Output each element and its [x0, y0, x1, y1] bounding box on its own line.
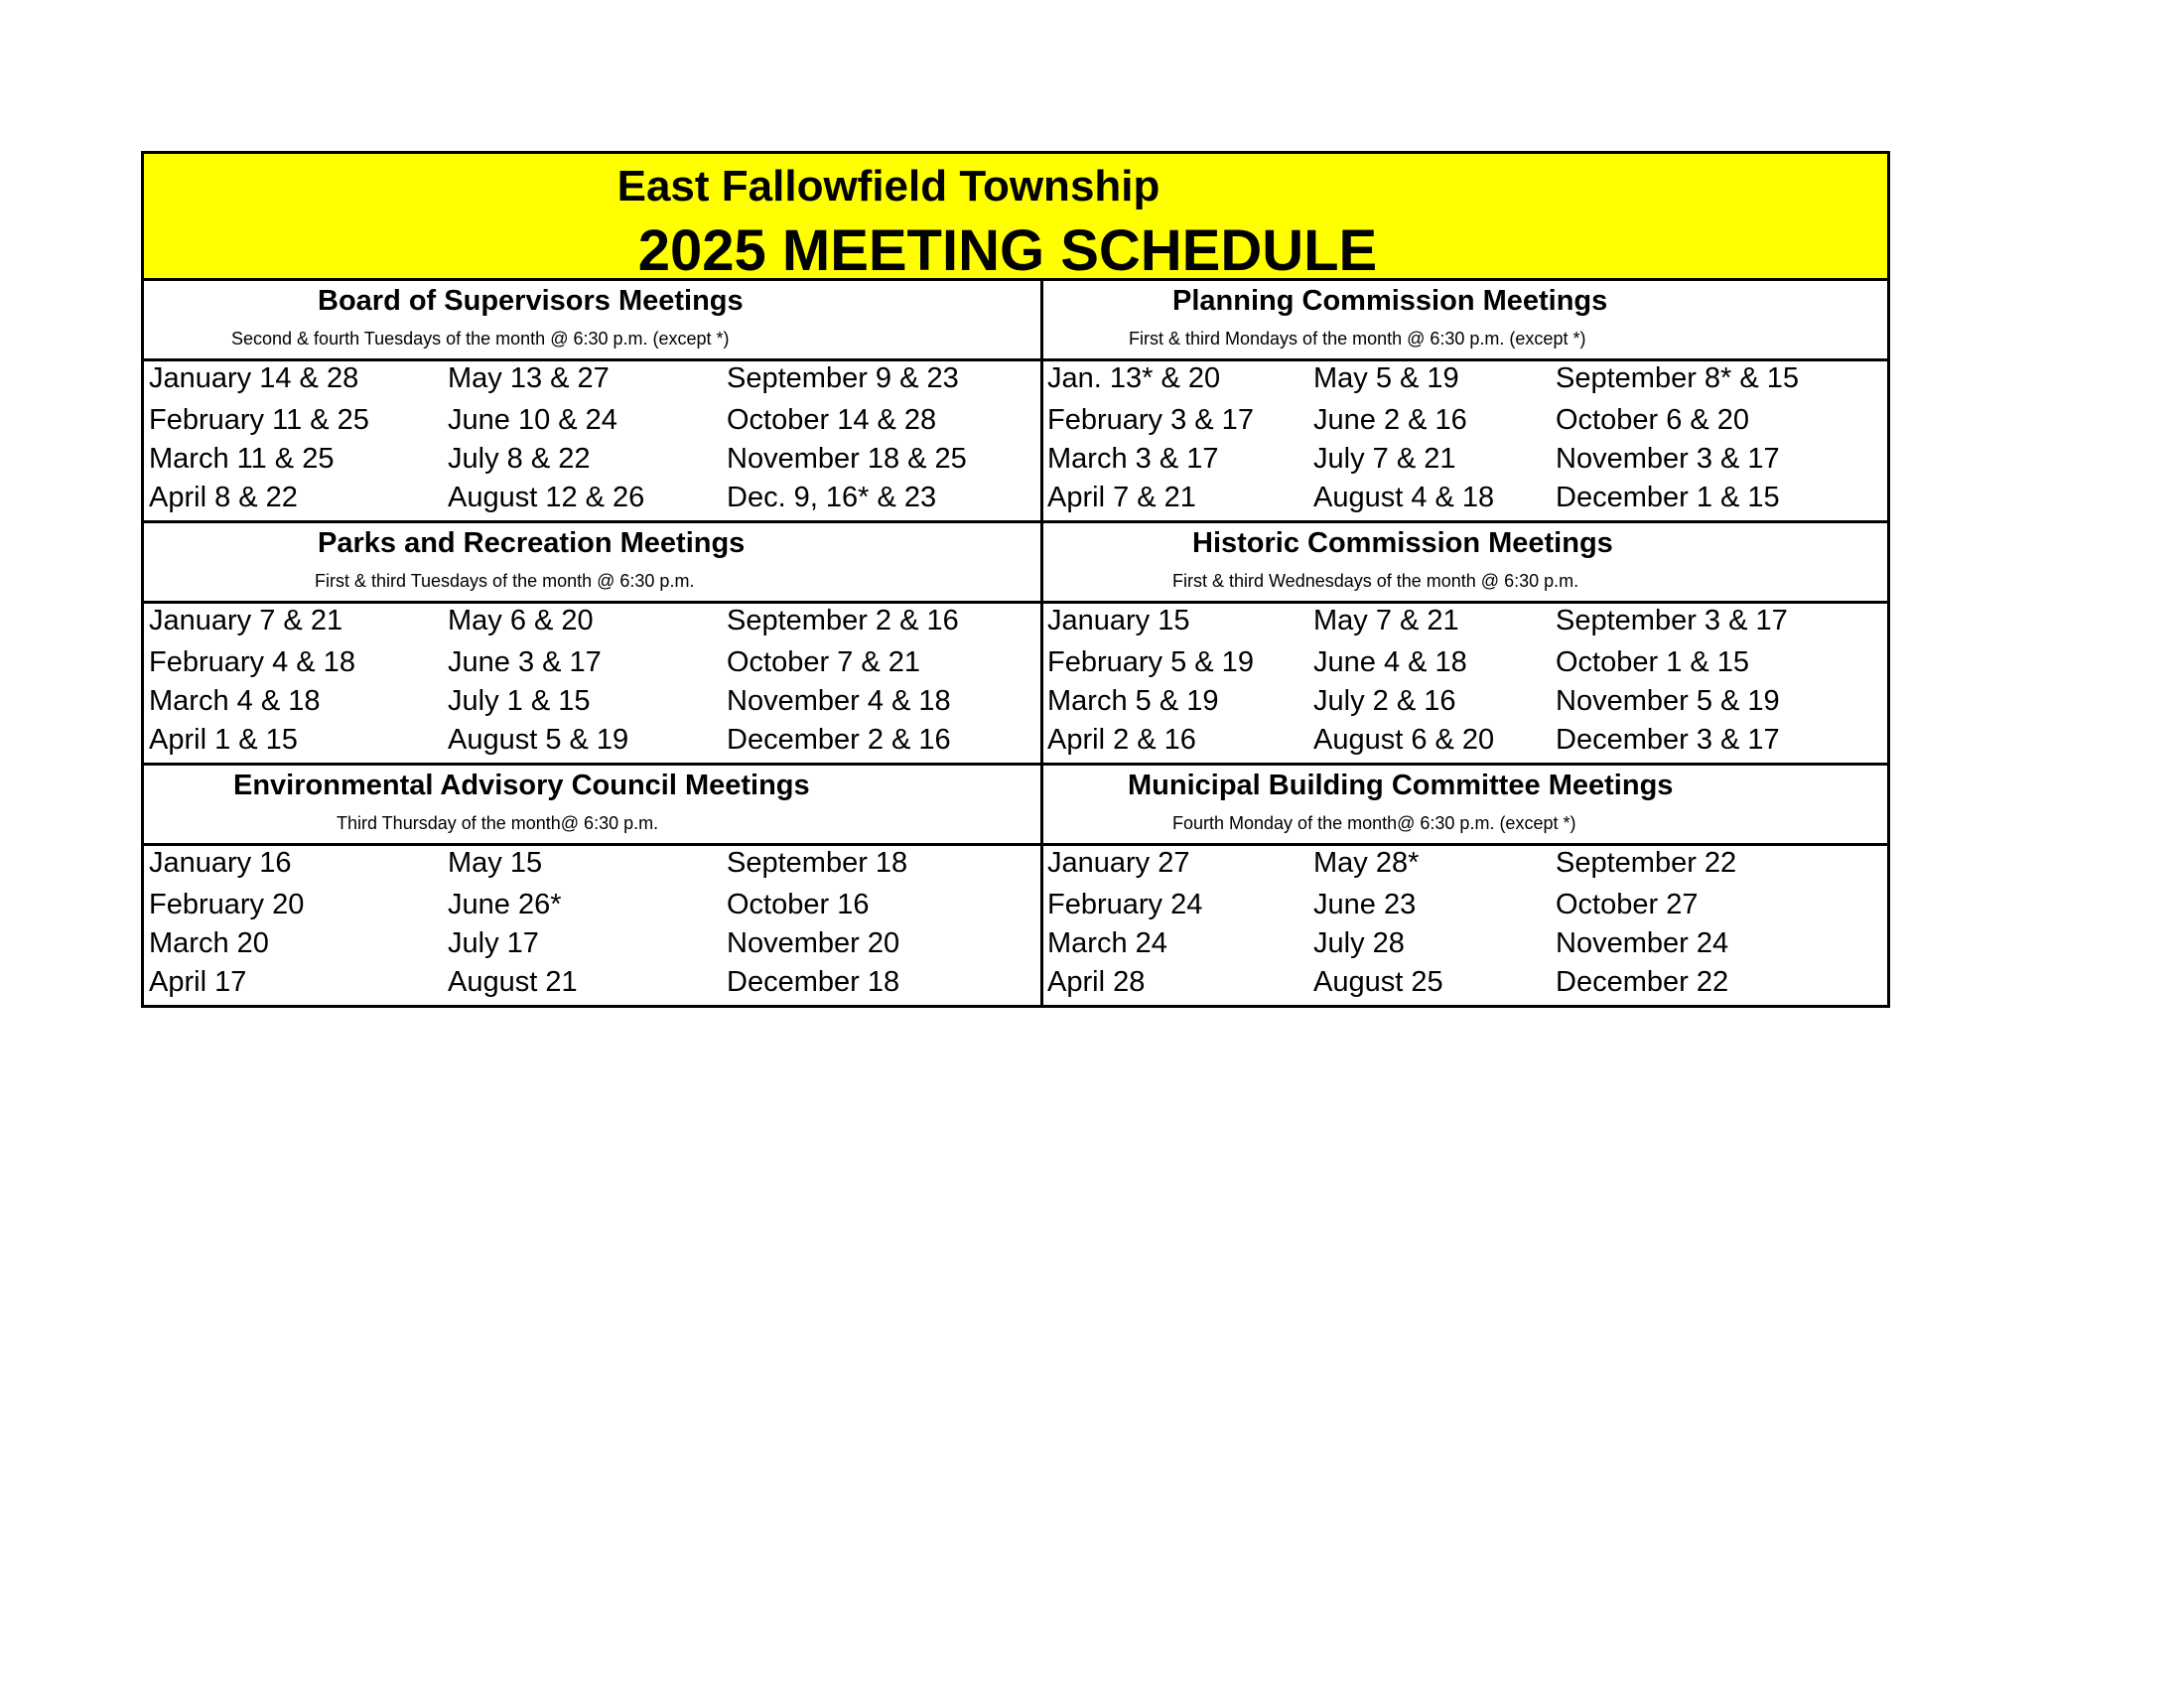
meeting-date: February 24	[1047, 889, 1203, 920]
committee-header	[144, 766, 1040, 846]
meeting-date: April 8 & 22	[149, 482, 298, 513]
meeting-date: August 25	[1313, 966, 1443, 998]
committee-header	[144, 281, 1040, 361]
meeting-date: October 16	[727, 889, 870, 920]
schedule-band	[144, 281, 1887, 523]
meeting-date: November 20	[727, 927, 900, 959]
meeting-dates-grid	[144, 604, 1040, 763]
meeting-date: February 20	[149, 889, 305, 920]
meeting-date: October 6 & 20	[1556, 404, 1750, 436]
committee-header	[1043, 281, 1887, 361]
committee-title: Planning Commission Meetings	[1172, 285, 1608, 317]
meeting-dates-grid	[1043, 846, 1887, 1005]
committee-panel	[144, 281, 1043, 520]
meeting-schedule-table	[141, 151, 1890, 1008]
meeting-date: November 4 & 18	[727, 685, 951, 717]
meeting-date: December 18	[727, 966, 900, 998]
committee-panel	[1043, 523, 1887, 763]
meeting-date: June 4 & 18	[1313, 646, 1467, 678]
meeting-date: February 11 & 25	[149, 404, 369, 436]
committee-panel	[1043, 281, 1887, 520]
meeting-date: March 4 & 18	[149, 685, 321, 717]
meeting-date: November 24	[1556, 927, 1729, 959]
meeting-date: May 5 & 19	[1313, 362, 1459, 394]
meeting-date: August 21	[448, 966, 578, 998]
committee-schedule-note: First & third Wednesdays of the month @ 6:30 p.m.	[1172, 571, 1579, 591]
committee-title: Historic Commission Meetings	[1192, 527, 1613, 559]
meeting-date: November 3 & 17	[1556, 443, 1780, 475]
committee-header	[1043, 766, 1887, 846]
meeting-date: June 23	[1313, 889, 1417, 920]
committee-schedule-note: First & third Mondays of the month @ 6:30 p.m. (except *)	[1129, 329, 1586, 349]
committee-schedule-note: Fourth Monday of the month@ 6:30 p.m. (except *)	[1172, 813, 1576, 833]
meeting-date: June 2 & 16	[1313, 404, 1467, 436]
meeting-date: October 14 & 28	[727, 404, 937, 436]
schedule-band	[144, 523, 1887, 766]
meeting-dates-grid	[144, 846, 1040, 1005]
meeting-date: May 15	[448, 847, 543, 879]
committee-header	[1043, 523, 1887, 604]
meeting-date: October 27	[1556, 889, 1699, 920]
schedule-band	[144, 766, 1887, 1005]
meeting-date: September 9 & 23	[727, 362, 959, 394]
committee-panel	[1043, 766, 1887, 1005]
meeting-date: June 26*	[448, 889, 562, 920]
meeting-date: October 1 & 15	[1556, 646, 1750, 678]
committee-title: Parks and Recreation Meetings	[318, 527, 746, 559]
meeting-date: December 2 & 16	[727, 724, 951, 756]
meeting-date: August 4 & 18	[1313, 482, 1495, 513]
meeting-date: April 1 & 15	[149, 724, 298, 756]
meeting-date: September 22	[1556, 847, 1737, 879]
meeting-date: July 7 & 21	[1313, 443, 1456, 475]
meeting-date: October 7 & 21	[727, 646, 921, 678]
committee-schedule-note: Second & fourth Tuesdays of the month @ 6:30 p.m. (except *)	[231, 329, 730, 349]
meeting-date: April 2 & 16	[1047, 724, 1196, 756]
meeting-date: July 2 & 16	[1313, 685, 1456, 717]
meeting-dates-grid	[144, 361, 1040, 520]
meeting-date: April 7 & 21	[1047, 482, 1196, 513]
meeting-dates-grid	[1043, 361, 1887, 520]
meeting-date: August 5 & 19	[448, 724, 629, 756]
meeting-date: July 28	[1313, 927, 1405, 959]
meeting-date: December 22	[1556, 966, 1729, 998]
meeting-date: February 5 & 19	[1047, 646, 1254, 678]
meeting-date: August 12 & 26	[448, 482, 645, 513]
committee-title: Board of Supervisors Meetings	[318, 285, 744, 317]
meeting-date: January 16	[149, 847, 292, 879]
meeting-date: March 20	[149, 927, 269, 959]
meeting-date: May 7 & 21	[1313, 605, 1459, 636]
meeting-date: May 6 & 20	[448, 605, 594, 636]
meeting-date: January 15	[1047, 605, 1190, 636]
meeting-date: March 11 & 25	[149, 443, 335, 475]
meeting-date: September 2 & 16	[727, 605, 959, 636]
meeting-date: November 5 & 19	[1556, 685, 1780, 717]
committee-schedule-note: Third Thursday of the month@ 6:30 p.m.	[337, 813, 659, 833]
committee-panel	[144, 523, 1043, 763]
committee-title: Municipal Building Committee Meetings	[1128, 770, 1674, 801]
committee-schedule-note: First & third Tuesdays of the month @ 6:30 p.m.	[315, 571, 695, 591]
meeting-date: May 28*	[1313, 847, 1420, 879]
meeting-date: January 14 & 28	[149, 362, 359, 394]
meeting-date: December 3 & 17	[1556, 724, 1780, 756]
meeting-date: June 10 & 24	[448, 404, 617, 436]
meeting-date: March 3 & 17	[1047, 443, 1219, 475]
schedule-title: 2025 MEETING SCHEDULE	[637, 218, 1378, 283]
meeting-date: Dec. 9, 16* & 23	[727, 482, 937, 513]
meeting-date: April 28	[1047, 966, 1146, 998]
meeting-date: July 1 & 15	[448, 685, 591, 717]
meeting-dates-grid	[1043, 604, 1887, 763]
committee-title: Environmental Advisory Council Meetings	[233, 770, 810, 801]
meeting-date: January 7 & 21	[149, 605, 343, 636]
meeting-date: February 4 & 18	[149, 646, 355, 678]
meeting-date: July 17	[448, 927, 539, 959]
meeting-date: June 3 & 17	[448, 646, 602, 678]
meeting-date: September 8* & 15	[1556, 362, 1800, 394]
title-banner	[144, 154, 1887, 281]
meeting-date: December 1 & 15	[1556, 482, 1780, 513]
meeting-date: September 18	[727, 847, 908, 879]
committee-header	[144, 523, 1040, 604]
meeting-date: August 6 & 20	[1313, 724, 1495, 756]
meeting-date: Jan. 13* & 20	[1047, 362, 1221, 394]
committee-panel	[144, 766, 1043, 1005]
meeting-date: March 24	[1047, 927, 1167, 959]
meeting-date: July 8 & 22	[448, 443, 591, 475]
meeting-date: February 3 & 17	[1047, 404, 1254, 436]
meeting-date: September 3 & 17	[1556, 605, 1788, 636]
meeting-date: January 27	[1047, 847, 1190, 879]
meeting-date: May 13 & 27	[448, 362, 610, 394]
meeting-date: November 18 & 25	[727, 443, 967, 475]
township-name: East Fallowfield Township	[616, 162, 1160, 211]
meeting-date: March 5 & 19	[1047, 685, 1219, 717]
meeting-date: April 17	[149, 966, 247, 998]
